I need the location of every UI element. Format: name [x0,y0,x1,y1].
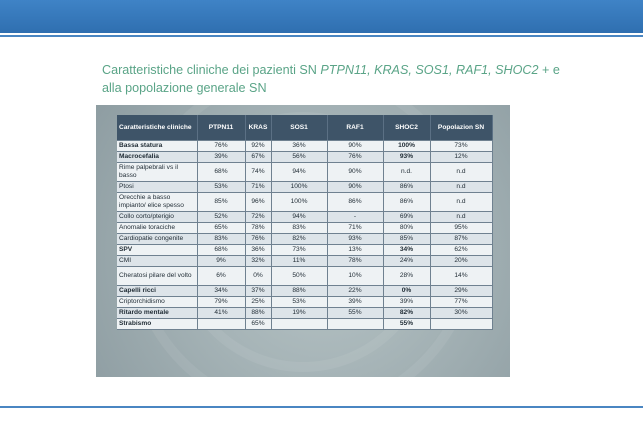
table-row [117,267,492,286]
title-text-end: + e alla popolazione generale SN [102,63,560,95]
title-text-start: Caratteristiche cliniche dei pazienti SN [102,63,321,77]
table-row [117,141,492,152]
table-row [117,286,492,297]
table-cell: 87% [430,234,492,245]
table-cell: 62% [430,245,492,256]
table-cell: 100% [271,182,327,193]
table-row [117,256,492,267]
table-cell: 96% [245,193,271,212]
table-cell: 20% [430,256,492,267]
column-header: SHOC2 [383,115,430,141]
table-cell: 39% [383,297,430,308]
column-header: SOS1 [271,115,327,141]
column-header: Caratteristiche cliniche [117,115,197,141]
table-cell: 24% [383,256,430,267]
table-cell: 65% [197,223,245,234]
slide-title [102,61,562,97]
table-cell: 0% [383,286,430,297]
table-cell: 53% [197,182,245,193]
table-cell: 13% [327,245,383,256]
table-cell: 50% [271,267,327,286]
table-cell: 6% [197,267,245,286]
table-cell: 56% [271,152,327,163]
table-cell: n.d. [383,163,430,182]
header-divider [0,35,643,37]
table-row [117,152,492,163]
table-cell: 90% [327,141,383,152]
row-label: Capelli ricci [117,286,197,297]
table-cell: 90% [327,163,383,182]
table-cell: n.d [430,163,492,182]
table-cell: 72% [245,212,271,223]
table-cell [430,319,492,330]
table-cell: 34% [197,286,245,297]
table-row [117,297,492,308]
table-cell: 53% [271,297,327,308]
table-cell: 71% [327,223,383,234]
table-cell: 74% [245,163,271,182]
table-cell: 83% [197,234,245,245]
table-cell: 36% [245,245,271,256]
table-cell: 41% [197,308,245,319]
table-cell: 78% [245,223,271,234]
row-label: Cheratosi pilare del volto [117,267,197,286]
table-cell: 25% [245,297,271,308]
table-cell: 86% [383,193,430,212]
table-cell: 78% [327,256,383,267]
table-cell: 93% [383,152,430,163]
table-cell [271,319,327,330]
table-cell: 36% [271,141,327,152]
table-row [117,223,492,234]
table-body [117,141,492,330]
table-row [117,182,492,193]
column-header: RAF1 [327,115,383,141]
table-cell: 92% [245,141,271,152]
table-cell: 90% [327,182,383,193]
table-row [117,212,492,223]
table-cell: 85% [383,234,430,245]
table-cell: 11% [271,256,327,267]
table-cell: 55% [327,308,383,319]
table-cell: 73% [271,245,327,256]
table-row [117,193,492,212]
table-cell: 14% [430,267,492,286]
row-label: Ptosi [117,182,197,193]
table-cell: 37% [245,286,271,297]
row-label: SPV [117,245,197,256]
row-label: Criptorchidismo [117,297,197,308]
table-cell: 55% [383,319,430,330]
table-cell: 34% [383,245,430,256]
row-label: Bassa statura [117,141,197,152]
title-gene-list: PTPN11, KRAS, SOS1, RAF1, SHOC2 [320,63,539,77]
table-cell: 76% [245,234,271,245]
table-cell [327,319,383,330]
table-cell: 76% [327,152,383,163]
table-cell: 86% [327,193,383,212]
table-cell: - [327,212,383,223]
table-cell: 32% [245,256,271,267]
table-cell: 9% [197,256,245,267]
row-label: Anomalie toraciche [117,223,197,234]
table-cell: 65% [245,319,271,330]
table-cell: 71% [245,182,271,193]
row-label: Macrocefalia [117,152,197,163]
table-cell: 29% [430,286,492,297]
row-label: Cardiopatie congenite [117,234,197,245]
table-cell: n.d [430,182,492,193]
table-cell [197,319,245,330]
table-cell: 100% [383,141,430,152]
table-cell: 88% [245,308,271,319]
column-header: Popolazion SN [430,115,492,141]
table-row [117,163,492,182]
table-cell: 12% [430,152,492,163]
table-cell: 39% [327,297,383,308]
column-header: KRAS [245,115,271,141]
table-cell: 68% [197,245,245,256]
table-cell: 82% [271,234,327,245]
table-cell: 100% [271,193,327,212]
column-header: PTPN11 [197,115,245,141]
table-cell: 94% [271,163,327,182]
table-cell: 0% [245,267,271,286]
row-label: Ritardo mentale [117,308,197,319]
table-cell: 69% [383,212,430,223]
row-label: Orecchie a basso impianto/ elice spesso [117,193,197,212]
table-cell: 82% [383,308,430,319]
table-cell: 19% [271,308,327,319]
table-cell: 93% [327,234,383,245]
table-row [117,308,492,319]
table-cell: 77% [430,297,492,308]
table-row [117,234,492,245]
table-cell: 83% [271,223,327,234]
slide-header-bar [0,0,643,33]
row-label: Strabismo [117,319,197,330]
table-cell: 73% [430,141,492,152]
table-cell: 95% [430,223,492,234]
table-cell: 68% [197,163,245,182]
row-label: CMI [117,256,197,267]
table-cell: 76% [197,141,245,152]
table-cell: 30% [430,308,492,319]
table-cell: 85% [197,193,245,212]
table-header-row [117,115,492,141]
table-cell: 28% [383,267,430,286]
table-cell: 88% [271,286,327,297]
table-cell: 80% [383,223,430,234]
table-cell: 79% [197,297,245,308]
table-row [117,245,492,256]
table-row [117,319,492,330]
table-cell: 94% [271,212,327,223]
table-cell: 10% [327,267,383,286]
row-label: Collo corto/pterigio [117,212,197,223]
table-cell: n.d [430,212,492,223]
table-cell: 39% [197,152,245,163]
clinical-features-table [117,115,493,330]
table-cell: 22% [327,286,383,297]
table-cell: 86% [383,182,430,193]
table-cell: n.d [430,193,492,212]
table-cell: 67% [245,152,271,163]
table-cell: 52% [197,212,245,223]
footer-divider [0,406,643,408]
row-label: Rime palpebrali vs il basso [117,163,197,182]
